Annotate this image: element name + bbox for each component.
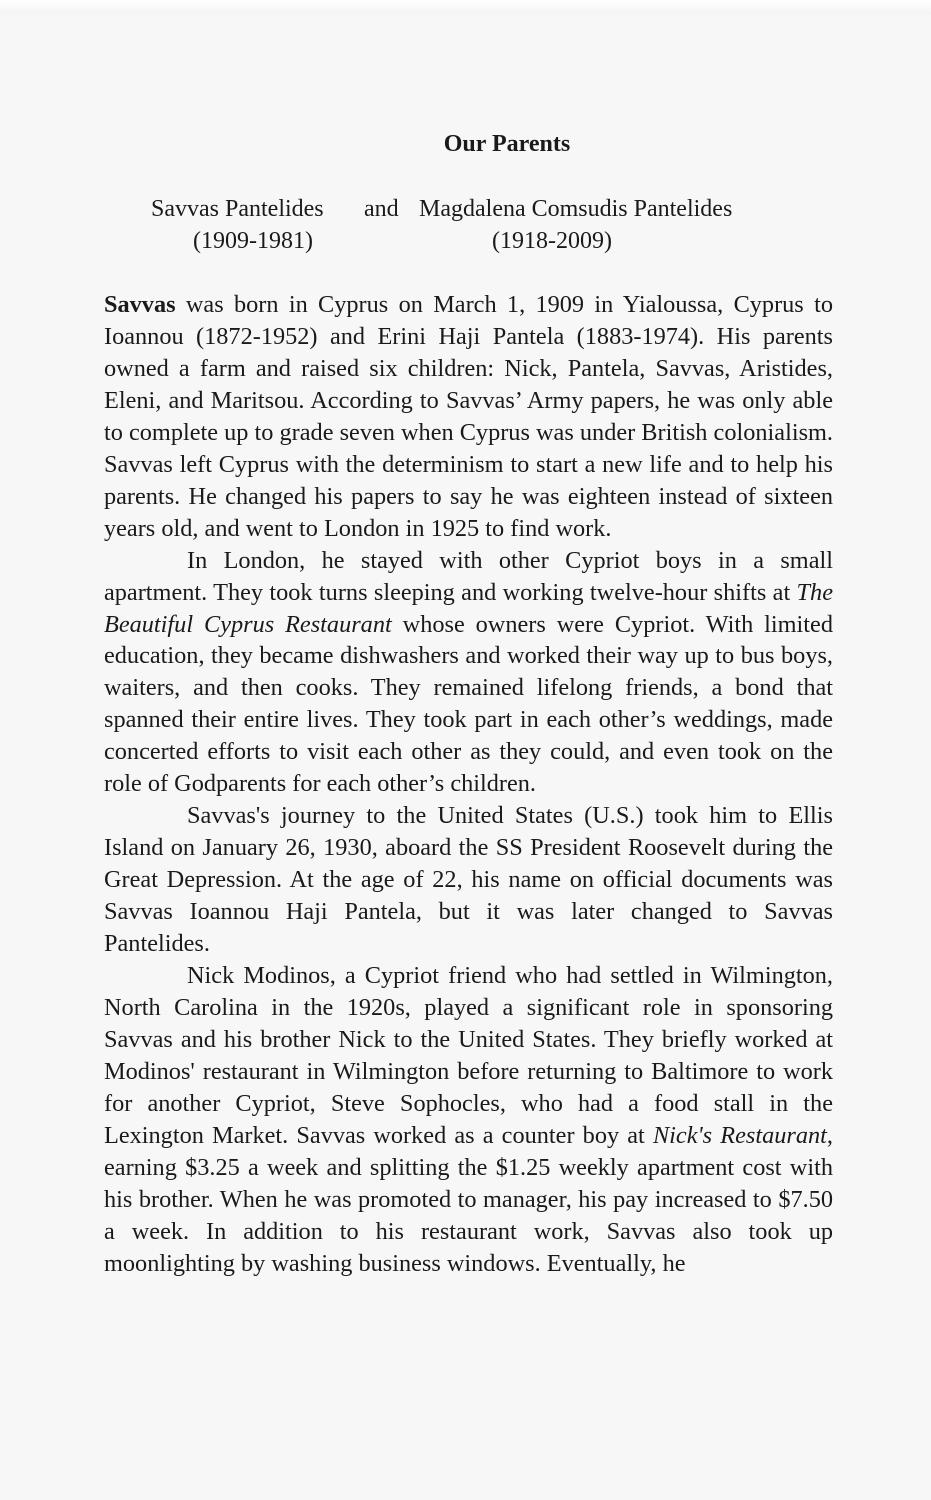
page-top-edge xyxy=(0,0,931,14)
paragraph-4-text-before: Nick Modinos, a Cypriot friend who had settled in Wilmington, North Carolina in the 1920s, played a significant role in sponsoring Savvas and his brother Nick to the United States. They briefly worked at Modinos' restaurant in Wilmington before returning to Baltimore to work for another Cypriot, Steve Sophocles, who had a food stall in the Lexington Market. Savvas worked as a counter boy at xyxy=(104,962,833,1149)
paragraph-1-text: was born in Cyprus on March 1, 1909 in Yialoussa, Cyprus to Ioannou (1872-1952) and Erini Haji Pantela (1883-1974). His parents owned a farm and raised six children: Nick, Pantela, Savvas, Aristides, Eleni, and Maritsou. According to Savvas’ Army papers, he was only able to complete up to grade seven when Cyprus was under British colonialism. Savvas left Cyprus with the determinism to start a new life and to help his parents. He changed his papers to say he was eighteen instead of sixteen years old, and went to London in 1925 to find work. xyxy=(104,291,833,542)
paragraph-2-text-before: In London, he stayed with other Cypriot boys in a small apartment. They took turns sleeping and working twelve-hour shifts at xyxy=(104,546,833,606)
paragraph-2-text-after: whose owners were Cypriot. With limited education, they became dishwashers and worked their way up to bus boys, waiters, and then cooks. They remained lifelong friends, a bond that spanned their entire lives. They took part in each other’s weddings, made concerted efforts to visit each other as they could, and even took on the role of Godparents for each other’s children. xyxy=(104,610,833,798)
body-text xyxy=(104,289,833,1280)
paragraph-4-text-after: , earning $3.25 a week and splitting the $1.25 weekly apartment cost with his brother. When he was promoted to manager, his pay increased to $7.50 a week. In addition to his restaurant work, Savvas also took up moonlighting by washing business windows. Eventually, he xyxy=(104,1121,833,1277)
paragraph-3 xyxy=(104,800,833,960)
nicks-restaurant-italic: Nick's Restaurant xyxy=(652,1121,827,1149)
paragraph-1-lead-name: Savvas xyxy=(104,291,176,318)
mother-name: Magdalena Comsudis Pantelides xyxy=(419,196,733,222)
father-years: (1909-1981) xyxy=(193,228,313,254)
mother-years: (1918-2009) xyxy=(492,228,612,254)
father-name: Savvas Pantelides xyxy=(151,196,324,222)
paragraph-2 xyxy=(104,545,833,801)
restaurant-name-italic: The Beautiful Cyprus Restaurant xyxy=(104,578,833,638)
paragraph-4 xyxy=(104,960,833,1280)
paragraph-1 xyxy=(104,289,833,545)
page-title: Our Parents xyxy=(443,131,571,157)
paragraph-3-text: Savvas's journey to the United States (U.S.) took him to Ellis Island on January 26, 1930, aboard the SS President Roosevelt during the Great Depression. At the age of 22, his name on official documents was Savvas Ioannou Haji Pantela, but it was later changed to Savvas Pantelides. xyxy=(104,802,833,958)
parents-conjunction: and xyxy=(364,196,399,222)
